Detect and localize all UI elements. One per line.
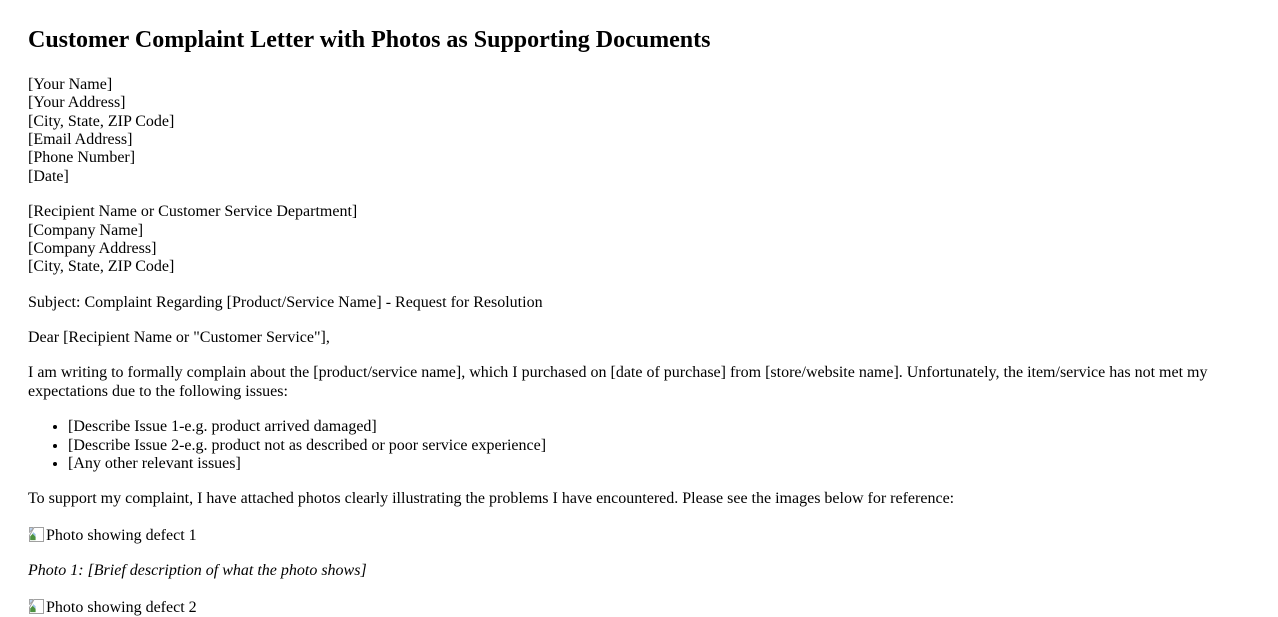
photo-2-alt-text: Photo showing defect 2 bbox=[46, 598, 197, 616]
sender-name: [Your Name] bbox=[28, 75, 113, 93]
list-item: • [Describe Issue 2-e.g. product not as described or poor service experience] bbox=[68, 437, 1250, 455]
list-item: • [Describe Issue 1-e.g. product arrived damaged] bbox=[68, 418, 1250, 436]
broken-image-1 bbox=[28, 527, 197, 544]
subject-line: Subject: Complaint Regarding [Product/Service Name] - Request for Resolution bbox=[28, 293, 543, 311]
sender-email: [Email Address] bbox=[28, 130, 133, 148]
page-title: Customer Complaint Letter with Photos as Supporting Documents bbox=[28, 27, 711, 53]
photo-1-caption bbox=[28, 562, 1250, 580]
letter-date: [Date] bbox=[28, 167, 69, 185]
sender-address-block bbox=[28, 76, 1250, 186]
intro-paragraph: I am writing to formally complain about the [product/service name], which I purchased on [date of purchase] from [store/website name]. Unfortunately, the item/service has not met my expectations due to the following issues: bbox=[28, 364, 1208, 400]
recipient-city-state-zip: [City, State, ZIP Code] bbox=[28, 258, 175, 276]
photo-1-alt-text: Photo showing defect 1 bbox=[46, 526, 197, 544]
salutation: Dear [Recipient Name or "Customer Service"], bbox=[28, 329, 330, 347]
recipient-company: [Company Name] bbox=[28, 221, 144, 239]
recipient-address-block bbox=[28, 203, 1250, 277]
photos-intro-paragraph: To support my complaint, I have attached photos clearly illustrating the problems I have encountered. Please see the images below for reference: bbox=[28, 490, 955, 508]
list-item: • [Any other relevant issues] bbox=[68, 455, 1250, 473]
broken-image-icon bbox=[28, 526, 45, 543]
photo-1-figure bbox=[28, 526, 1250, 545]
sender-city-state-zip: [City, State, ZIP Code] bbox=[28, 112, 175, 130]
issues-list bbox=[28, 418, 1250, 473]
sender-phone: [Phone Number] bbox=[28, 149, 136, 167]
recipient-address: [Company Address] bbox=[28, 239, 157, 257]
photo-1-caption-text: Photo 1: [Brief description of what the photo shows] bbox=[28, 562, 367, 580]
broken-image-icon bbox=[28, 598, 45, 615]
broken-image-2 bbox=[28, 599, 197, 616]
recipient-name: [Recipient Name or Customer Service Department] bbox=[28, 203, 358, 221]
sender-address: [Your Address] bbox=[28, 94, 126, 112]
